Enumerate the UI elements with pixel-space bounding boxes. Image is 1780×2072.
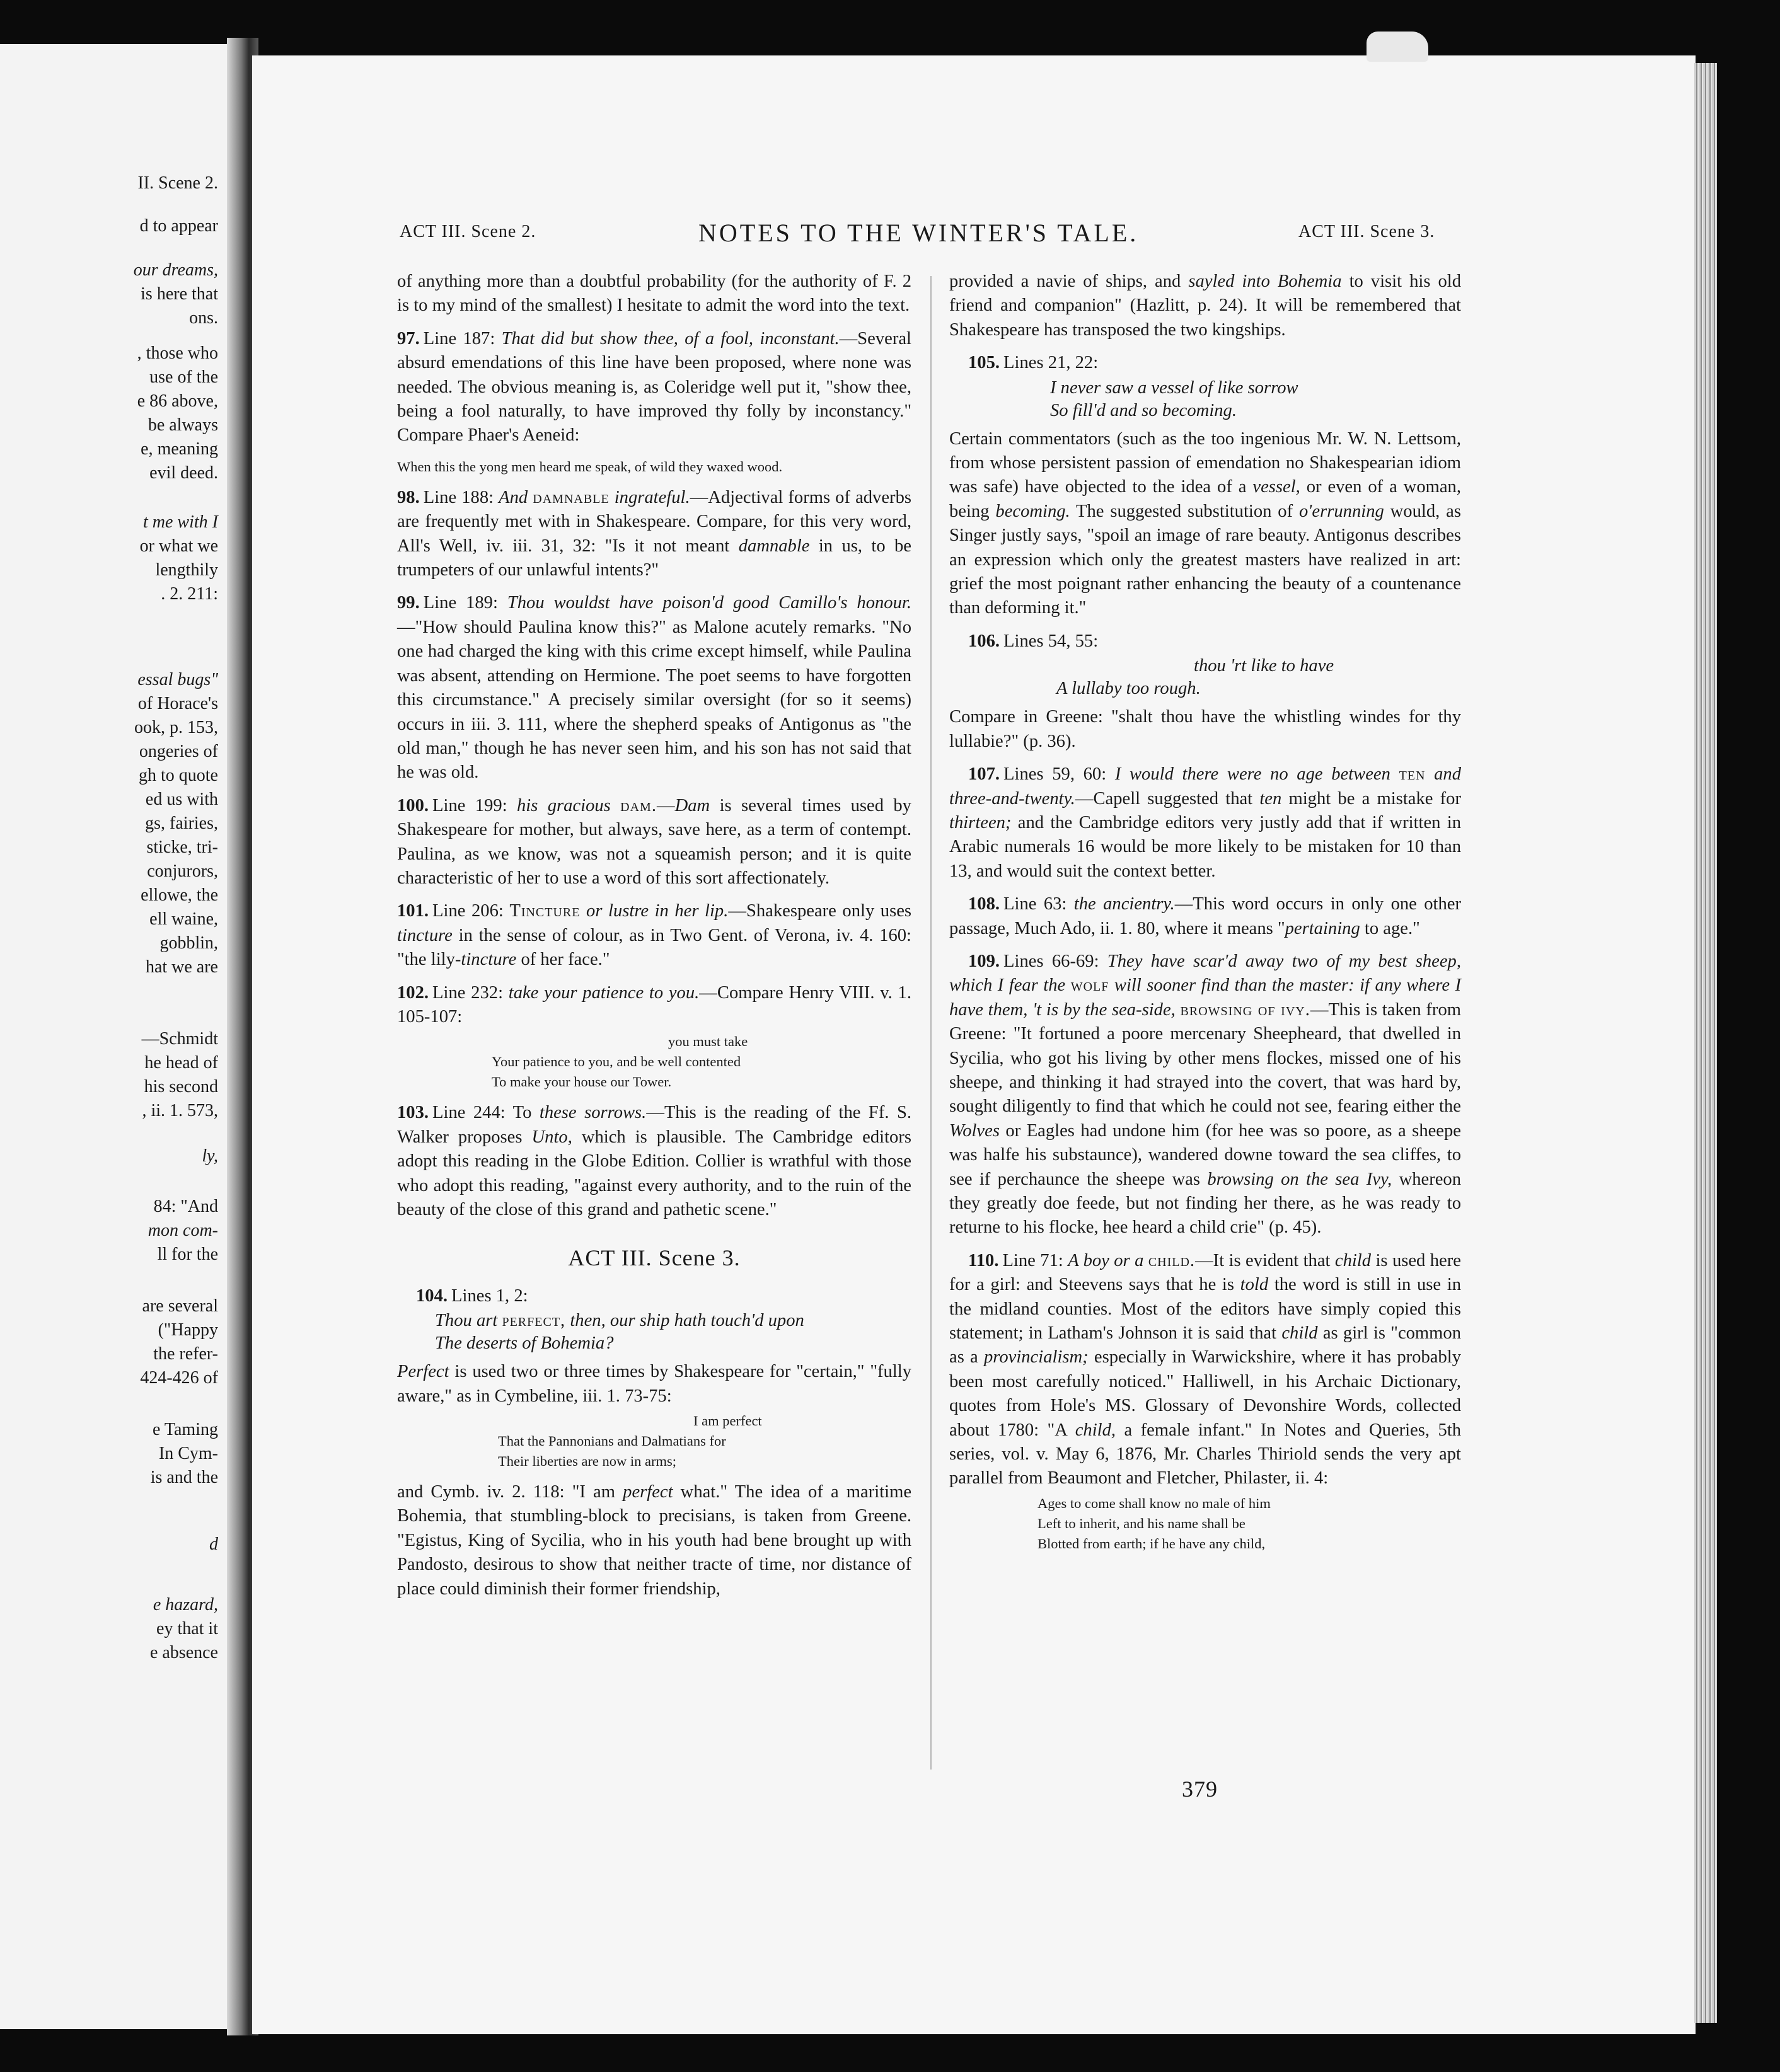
left-page-line: gs, fairies, [145, 814, 218, 833]
left-page-line: e Taming [152, 1420, 218, 1439]
note-108: 108. Line 63: the ancientry.—This word occurs in only one other passage, Much Ado, ii. 1. 80, where it means "pertaining to age." [949, 894, 1461, 938]
left-page-line: is and the [150, 1468, 218, 1487]
left-page-line: hat we are [145, 957, 218, 977]
left-page-line: —Schmidt [141, 1029, 218, 1049]
running-head-title: NOTES TO THE WINTER'S TALE. [698, 219, 1139, 247]
left-page-line: ellowe, the [141, 885, 218, 905]
continuation-text: provided a navie of ships, and sayled into Bohemia to visit his old friend and companion" (Hazlitt, p. 24). It will be remembered that Shakespeare has transposed the two kingships. [949, 272, 1461, 340]
left-page-line: e hazard, [153, 1595, 218, 1614]
left-page-line: , those who [137, 343, 218, 363]
left-page-line: , ii. 1. 573, [142, 1101, 218, 1120]
right-column [949, 270, 1461, 1563]
note-98: 98. Line 188: And damnable ingrateful.—Adjectival forms of adverbs are frequently met with in Shakespeare. Compare, for this very word, All's Well, iv. iii. 31, 32: "Is it not meant damnable in us, to be trumpeters of our unlawful intents?" [397, 487, 911, 580]
left-page-line: ll for the [157, 1245, 218, 1264]
page-number: 379 [1182, 1776, 1218, 1802]
note-104-body: Perfect is used two or three times by Shakespeare for "certain," "fully aware," as in Cymbeline, iii. 1. 73-75: [397, 1362, 911, 1406]
left-page-line: the refer- [153, 1344, 218, 1364]
left-page-line: e 86 above, [137, 391, 218, 411]
left-page-line: our dreams, [133, 260, 218, 280]
note-110: 110. Line 71: A boy or a child.—It is evident that child is used here for a girl: and Steevens says that he is told the word is still in use in the midland counties. Most of the editors have simply copied this statement; in Latham's Johnson it is said that child as girl is "common as a provincialism; especially in Warwickshire, where it has probably been most carefully noticed." Halliwell, in his Archaic Dictionary, quotes from Hole's MS. Glossary of Devonshire Words, collected about 1780: "A child, a female infant." In Notes and Queries, 5th series, vol. v. May 6, 1876, Mr. Charles Thiriold sends the very apt parallel from Beaumont and Fletcher, Philaster, ii. 4: [949, 1250, 1462, 1488]
left-page-line: 424-426 of [140, 1368, 218, 1388]
note-105: 105. Lines 21, 22: [968, 353, 1099, 373]
left-page-line: ey that it [156, 1619, 218, 1638]
left-page-line: sticke, tri- [146, 837, 218, 857]
left-page-line: II. Scene 2. [137, 173, 218, 193]
left-page-line: ell waine, [149, 909, 218, 929]
left-page-line: he head of [144, 1053, 218, 1073]
left-page-line: d [209, 1534, 218, 1554]
left-page-line: In Cym- [158, 1444, 218, 1463]
left-page-line: gh to quote [139, 766, 218, 785]
left-page-line: ed us with [145, 790, 218, 809]
left-page-line: ly, [202, 1146, 218, 1166]
quotation: Ages to come shall know no male of him Left to inherit, and his name shall be Blotted from earth; if he have any child, [1037, 1495, 1271, 1551]
left-page-line: gobblin, [159, 933, 218, 953]
left-page-line: e absence [149, 1643, 218, 1662]
scene-heading: ACT III. Scene 3. [568, 1245, 741, 1271]
left-page-line: evil deed. [149, 463, 218, 483]
left-page-line: is here that [141, 284, 218, 304]
left-page-line: d to appear [139, 216, 218, 236]
left-page-line: or what we [139, 536, 218, 556]
left-page-line: be always [147, 415, 218, 435]
left-page-line: ongeries of [139, 742, 218, 761]
verse-quote: I never saw a vessel of like sorrow So fill'd and so becoming. [1050, 377, 1298, 420]
binding-clip [1367, 32, 1428, 62]
left-page-line: . 2. 211: [161, 584, 218, 604]
note-107: 107. Lines 59, 60: I would there were no age between ten and three-and-twenty.—Capell suggested that ten might be a mistake for thirteen; and the Cambridge editors very justly add that if written in Arabic numerals 16 would be more likely to be mistaken for 10 than 13, and would suit the context better. [949, 764, 1461, 881]
left-page-line: essal bugs" [137, 670, 218, 689]
note-103: 103. Line 244: To these sorrows.—This is the reading of the Ff. S. Walker proposes Unto, which is plausible. The Cambridge editors adopt this reading in the Globe Edition. Collier is wrathful with those who adopt this reading, "against every authority, and to the ruin of the beauty of the close of this grand and pathetic scene." [397, 1103, 911, 1219]
note-106: 106. Lines 54, 55: [968, 631, 1099, 651]
left-page-line: use of the [149, 367, 218, 387]
note-102: 102. Line 232: take your patience to you.—Compare Henry VIII. v. 1. 105-107: [397, 982, 911, 1027]
quotation: you must take Your patience to you, and be well contented To make your house our Tower. [492, 1033, 748, 1090]
note-101: 101. Line 206: Tincture or lustre in her lip.—Shakespeare only uses tincture in the sense of colour, as in Two Gent. of Verona, iv. 4. 160: "the lily-tincture of her face." [397, 901, 912, 970]
left-page-line: e, meaning [141, 439, 218, 459]
left-page-line: 84: "And [153, 1197, 218, 1216]
running-head-left: ACT III. Scene 2. [400, 222, 536, 241]
quotation: I am perfect That the Pannonians and Dalmatians for Their liberties are now in arms; [498, 1413, 762, 1470]
continuation-text: of anything more than a doubtful probability (for the authority of F. 2 is to my mind of the smallest) I hesitate to admit the word into the text. [397, 272, 911, 316]
note-109: 109. Lines 66-69: They have scar'd away two of my best sheep, which I fear the wolf will sooner find than the master: if any where I have them, 't is by the sea-side, browsing of ivy.—This is taken from Greene: "It fortuned a poore mercenary Sheepheard, that dwelled in Sycilia, who got his living by other mens flockes, missed one of his sheepe, and thinking it had strayed into the covert, that was hard by, sought diligently to find that which he could not see, fearing either the Wolves or Eagles had undone him (for hee was so poore, as a sheepe was halfe his substaunce), wandered downe toward the sea cliffes, to see if perchaunce the sheepe was browsing on the sea Ivy, whereon they greatly doe feede, but not finding her there, as he was ready to returne to his flocke, hee heard a child crie" (p. 45). [949, 951, 1462, 1238]
verse-quote: Thou art perfect, then, our ship hath touch'd upon The deserts of Bohemia? [435, 1311, 804, 1354]
left-page-line: of Horace's [137, 694, 218, 713]
quotation: When this the yong men heard me speak, of wild they waxed wood. [397, 458, 783, 475]
running-head-right: ACT III. Scene 3. [1298, 222, 1435, 241]
left-column [397, 270, 911, 1610]
note-104: 104. Lines 1, 2: [416, 1286, 528, 1306]
left-page-line: t me with I [143, 512, 218, 532]
note-97: 97. Line 187: That did but show thee, of a fool, inconstant.—Several absurd emendations of this line have been proposed, where none was needed. The obvious meaning is, as Coleridge well put it, "show thee, being a fool naturally, to have improved thy folly by inconstancy." Compare Phaer's Aeneid: [397, 328, 911, 446]
left-page-line: his second [144, 1077, 218, 1096]
note-104-continued: and Cymb. iv. 2. 118: "I am perfect what." The idea of a maritime Bohemia, that stumbling-block to precisians, is taken from Greene. "Egistus, King of Sycilia, who in his youth had bene brought up with Pandosto, desirous to show that neither tracte of time, nor distance of place could diminish their former friendship, [397, 1482, 912, 1599]
page-edges [1694, 63, 1717, 2023]
verse-quote: thou 'rt like to have A lullaby too rough. [1056, 656, 1334, 699]
left-page-line: are several [142, 1296, 218, 1316]
left-page-line: conjurors, [147, 861, 218, 881]
note-105-body: Certain commentators (such as the too ingenious Mr. W. N. Lettsom, from whose persistent passion of emendation no Shakespearian idiom was safe) have objected to the idea of a vessel, or even of a woman, being becoming. The suggested substitution of o'errunning would, as Singer justly says, "spoil an image of rare beauty. Antigonus describes an expression which only the greatest masters have realized in art: grief the most poignant rather enhancing the beauty of a countenance than deforming it." [949, 429, 1461, 618]
left-page-line: mon com- [147, 1221, 218, 1240]
note-106-body: Compare in Greene: "shalt thou have the whistling windes for thy lullabie?" (p. 36). [949, 707, 1461, 751]
left-page-line: ook, p. 153, [134, 718, 218, 737]
left-page-line: ons. [189, 308, 218, 328]
left-page-line: ("Happy [158, 1320, 218, 1340]
left-page-line: lengthily [155, 560, 218, 580]
column-divider [930, 276, 932, 1770]
note-100: 100. Line 199: his gracious dam.—Dam is several times used by Shakespeare for mother, but always, save here, as a term of contempt. Paulina, as we know, was not a squeamish person; and it is quite characteristic of her to use a word of this sort affectionately. [397, 795, 911, 888]
note-99: 99. Line 189: Thou wouldst have poison'd good Camillo's honour.—"How should Paulina know this?" as Malone acutely remarks. "No one had charged the king with this crime except himself, while Paulina was absent, attending on Hermione. The poet seems to have forgotten this circumstance." A precisely similar oversight (for so it seems) occurs in iii. 3. 111, where the shepherd speaks of Antigonus as "the old man," though he has never seen him, and his son has not said that he was old. [397, 593, 912, 783]
left-page-fragment [0, 44, 234, 2029]
